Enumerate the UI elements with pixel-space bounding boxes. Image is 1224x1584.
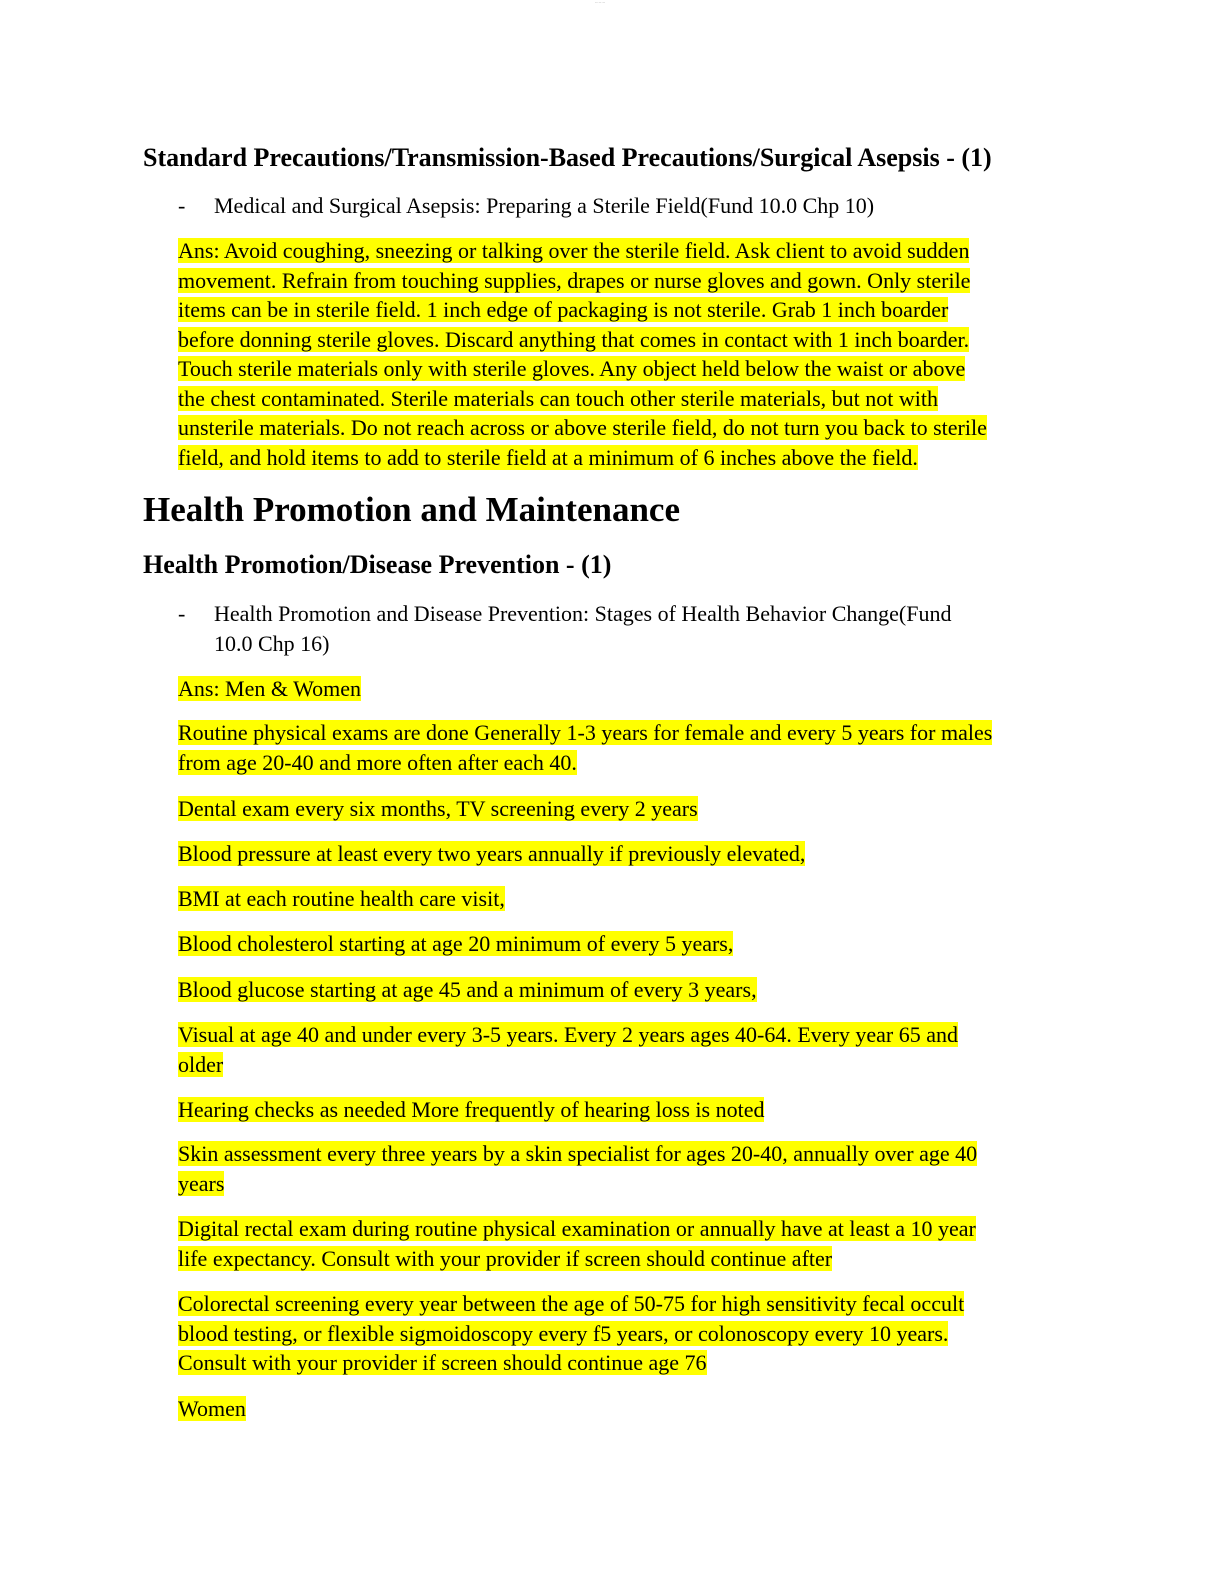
answer-line: from age 20-40 and more often after each 40.: [178, 749, 577, 775]
answer-digital-rectal: [178, 1214, 1078, 1273]
bullet-health-behavior-topic: [214, 599, 1054, 658]
answer-line: Ans: Avoid coughing, sneezing or talking over the sterile field. Ask client to avoid sudden: [178, 238, 970, 263]
page-header-mark: -- -- --: [595, 0, 605, 5]
answer-line: Consult with your provider if screen should continue age 76: [178, 1350, 707, 1375]
answer-line: Ans: Men & Women: [178, 676, 361, 701]
answer-blood-pressure: [178, 839, 1078, 869]
bullet-dash: -: [178, 601, 186, 626]
bullet-asepsis-topic: Medical and Surgical Asepsis: Preparing a Sterile Field(Fund 10.0 Chp 10): [214, 193, 875, 218]
answer-blood-glucose: [178, 975, 1078, 1005]
answer-line: before donning sterile gloves. Discard anything that comes in contact with 1 inch boarder.: [178, 326, 970, 352]
answer-visual: [178, 1020, 1078, 1079]
bullet-line: 10.0 Chp 16): [214, 630, 330, 656]
answer-colorectal: [178, 1289, 1078, 1378]
answer-line: Women: [178, 1396, 246, 1421]
answer-line: blood testing, or flexible sigmoidoscopy every f5 years, or colonoscopy every 10 years.: [178, 1320, 949, 1346]
answer-line: movement. Refrain from touching supplies, drapes or nurse gloves and gown. Only sterile: [178, 267, 971, 293]
answer-line: Blood pressure at least every two years annually if previously elevated,: [178, 841, 806, 866]
answer-line: Touch sterile materials only with sterile gloves. Any object held below the waist or above: [178, 356, 966, 381]
answer-routine-physical: [178, 718, 1078, 777]
answer-line: the chest contaminated. Sterile materials can touch other sterile materials, but not with: [178, 385, 938, 411]
answer-blood-cholesterol: [178, 929, 1078, 959]
answer-line: Visual at age 40 and under every 3-5 years. Every 2 years ages 40-64. Every year 65 and: [178, 1022, 958, 1047]
section-heading-precautions: Standard Precautions/Transmission-Based Precautions/Surgical Asepsis - (1): [143, 143, 992, 172]
answer-line: BMI at each routine health care visit,: [178, 886, 505, 911]
answer-line: Colorectal screening every year between the age of 50-75 for high sensitivity fecal occult: [178, 1291, 965, 1316]
answer-women: [178, 1394, 1078, 1424]
section-heading-disease-prevention: Health Promotion/Disease Prevention - (1): [143, 550, 612, 579]
answer-bmi: [178, 884, 1078, 914]
answer-line: Blood cholesterol starting at age 20 minimum of every 5 years,: [178, 931, 734, 956]
answer-line: Hearing checks as needed More frequently of hearing loss is noted: [178, 1097, 765, 1122]
answer-line: unsterile materials. Do not reach across or above sterile field, do not turn you back to sterile: [178, 415, 987, 440]
answer-line: Digital rectal exam during routine physical examination or annually have at least a 10 year: [178, 1216, 976, 1241]
answer-skin-assessment: [178, 1139, 1078, 1198]
answer-sterile-field: [178, 236, 1078, 472]
answer-line: older: [178, 1051, 224, 1077]
answer-line: field, and hold items to add to sterile field at a minimum of 6 inches above the field.: [178, 444, 918, 470]
answer-line: Blood glucose starting at age 45 and a minimum of every 3 years,: [178, 977, 757, 1002]
page-title-health-promotion: Health Promotion and Maintenance: [143, 490, 680, 529]
answer-line: Dental exam every six months, TV screening every 2 years: [178, 796, 698, 821]
answer-line: items can be in sterile field. 1 inch edge of packaging is not sterile. Grab 1 inch boarder: [178, 297, 949, 322]
answer-line: Skin assessment every three years by a skin specialist for ages 20-40, annually over age 40: [178, 1141, 978, 1166]
bullet-dash: -: [178, 193, 186, 218]
answer-line: life expectancy. Consult with your provider if screen should continue after: [178, 1245, 833, 1271]
answer-line: years: [178, 1170, 225, 1196]
answer-line: Routine physical exams are done Generally 1-3 years for female and every 5 years for males: [178, 720, 993, 745]
answer-dental-exam: [178, 794, 1078, 824]
answer-men-women: [178, 674, 1078, 704]
answer-hearing: [178, 1095, 1078, 1125]
bullet-line: Health Promotion and Disease Prevention: Stages of Health Behavior Change(Fund: [214, 601, 952, 626]
